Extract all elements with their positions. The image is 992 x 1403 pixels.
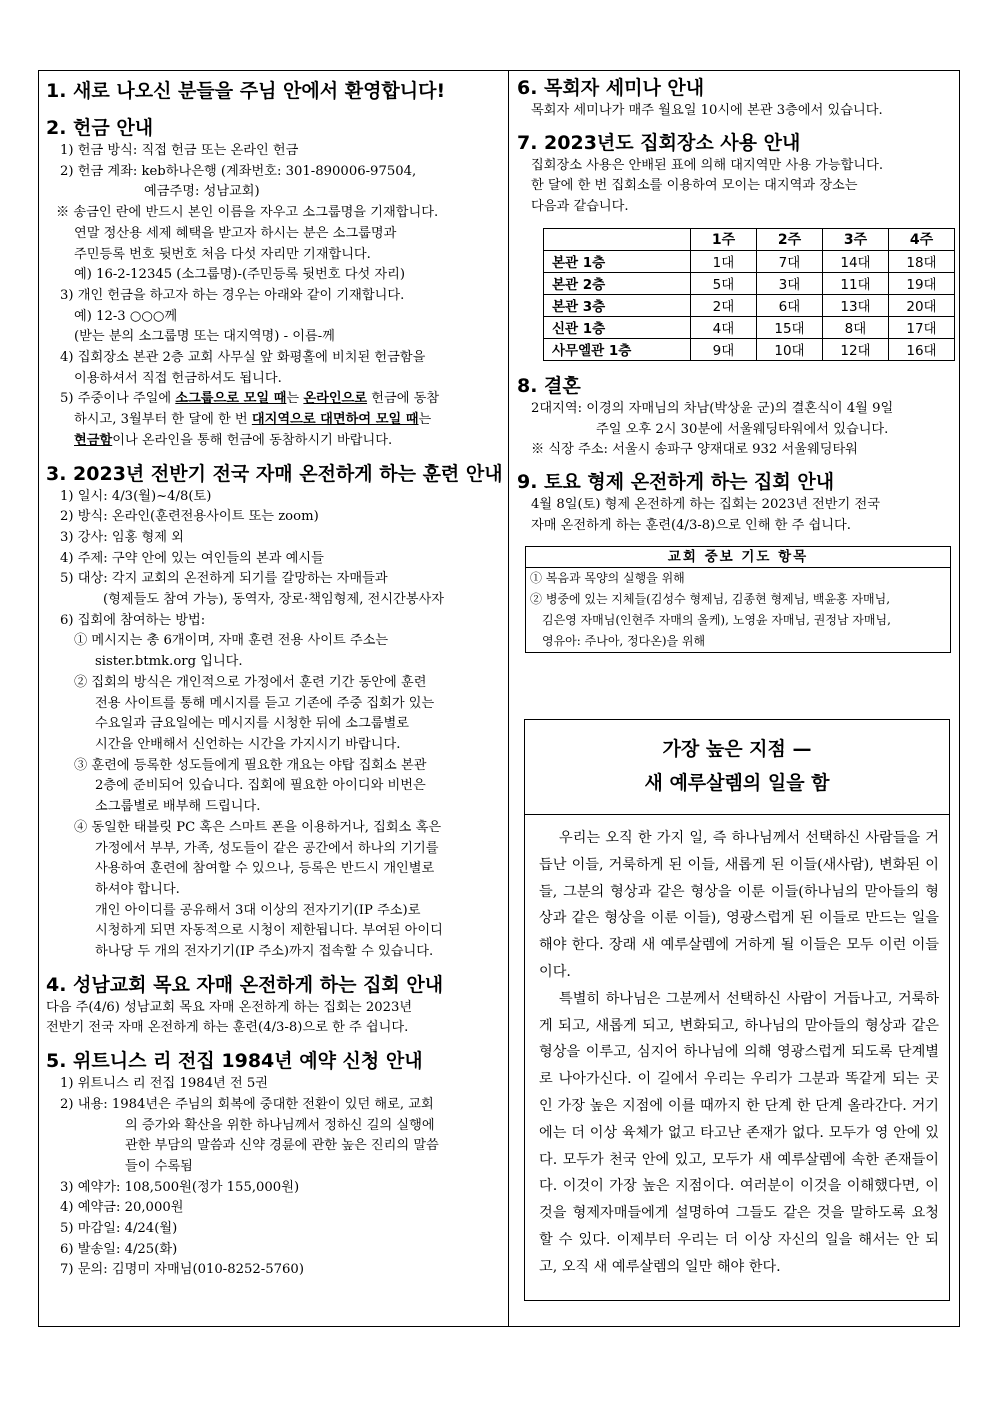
table-header-row <box>544 228 955 250</box>
table-cell: 10대 <box>757 338 823 360</box>
section-6-title: 6. 목회자 세미나 안내 <box>517 77 705 99</box>
text-run: 이나 온라인을 통해 헌금에 동참하시기 바랍니다. <box>112 432 393 448</box>
section-4-line: 다음 주(4/6) 성남교회 목요 자매 온전하게 하는 집회는 2023년 <box>46 999 413 1015</box>
table-cell: 11대 <box>823 272 889 294</box>
offering-line: 3) 개인 헌금을 하고자 하는 경우는 아래와 같이 기재합니다. <box>60 287 405 303</box>
offering-item-5 <box>46 389 502 410</box>
venue-schedule-table <box>543 228 955 361</box>
essay-body <box>525 815 949 1281</box>
training-line: 5) 대상: 각지 교회의 온전하게 되기를 갈망하는 자매들과 <box>60 571 388 587</box>
prayer-item: 영유아: 주나아, 정다온)을 위해 <box>542 634 706 649</box>
section-7-line: 집회장소 사용은 안배된 표에 의해 대지역만 사용 가능합니다. <box>531 157 884 173</box>
offering-item-5-cont <box>46 410 502 431</box>
offering-line: (받는 분의 소그룹명 또는 대지역명) - 이름-께 <box>74 329 335 345</box>
table-header-cell: 1주 <box>691 228 757 250</box>
book-line: 7) 문의: 김명미 자매님(010-8252-5760) <box>60 1262 304 1278</box>
table-cell: 6대 <box>757 294 823 316</box>
wedding-line: 2대지역: 이경의 자매님의 차남(박상윤 군)의 결혼식이 4월 9일 <box>531 400 894 416</box>
training-method: ② 집회의 방식은 개인적으로 가정에서 훈련 기간 동안에 훈련 <box>74 674 427 690</box>
prayer-item: 김은영 자매님(인현주 자매의 올케), 노영윤 자매님, 권정남 자매님, <box>542 613 891 628</box>
training-method: 소그룹별로 배부해 드립니다. <box>95 799 261 815</box>
table-corner-cell <box>544 228 691 250</box>
essay-box <box>524 719 950 1301</box>
training-method: ③ 훈련에 등록한 성도들에게 필요한 개요는 야탑 집회소 본관 <box>74 757 427 773</box>
offering-line: 4) 집회장소 본관 2층 교회 사무실 앞 화평홀에 비치된 헌금함을 <box>60 350 426 366</box>
training-method: 시간을 안배해서 신언하는 시간을 가지시기 바랍니다. <box>95 736 401 752</box>
table-row <box>544 250 955 272</box>
table-row-label: 본관 2층 <box>544 272 691 294</box>
table-row-label: 본관 3층 <box>544 294 691 316</box>
section-3 <box>46 461 502 963</box>
section-8 <box>517 373 957 461</box>
section-9 <box>517 469 957 536</box>
table-row <box>544 294 955 316</box>
column-divider <box>508 70 509 1327</box>
offering-note: 예) 16-2-12345 (소그룹명)-(주민등록 뒷번호 다섯 자리) <box>74 267 405 283</box>
section-7-title: 7. 2023년도 집회장소 사용 안내 <box>517 131 801 154</box>
table-cell: 5대 <box>691 272 757 294</box>
table-row <box>544 272 955 294</box>
training-method: ① 메시지는 총 6개이며, 자매 훈련 전용 사이트 주소는 <box>74 633 389 649</box>
book-line: 3) 예약가: 108,500원(정가 155,000원) <box>60 1179 300 1195</box>
offering-note: ※ 송금인 란에 반드시 본인 이름을 자우고 소그룹명을 기재합니다. <box>56 205 439 221</box>
table-header-cell: 2주 <box>757 228 823 250</box>
offering-line: 이용하셔서 직접 헌금하셔도 됩니다. <box>74 370 282 386</box>
table-cell: 16대 <box>889 338 955 360</box>
table-cell: 18대 <box>889 250 955 272</box>
training-method: 하셔야 합니다. <box>95 881 180 897</box>
offering-line: 2) 헌금 계좌: keb하나은행 (계좌번호: 301-890006-97504, <box>60 163 417 179</box>
book-line: 들이 수록됨 <box>125 1158 193 1174</box>
training-line: 1) 일시: 4/3(월)~4/8(토) <box>60 488 212 504</box>
training-method: 수요일과 금요일에는 메시지를 시청한 뒤에 소그룹별로 <box>95 716 409 732</box>
left-column <box>46 72 502 1281</box>
table-cell: 8대 <box>823 316 889 338</box>
section-7-line: 다음과 같습니다. <box>531 199 629 215</box>
book-line: 관한 부담의 말씀과 신약 경륜에 관한 높은 진리의 말씀 <box>125 1138 439 1154</box>
table-cell: 20대 <box>889 294 955 316</box>
essay-title <box>525 732 949 800</box>
offering-item-5-cont <box>46 431 502 452</box>
section-3-title: 3. 2023년 전반기 전국 자매 온전하게 하는 훈련 안내 <box>46 462 503 485</box>
prayer-item: ① 복음과 목양의 실행을 위해 <box>530 571 685 586</box>
table-header-cell: 3주 <box>823 228 889 250</box>
table-cell: 7대 <box>757 250 823 272</box>
table-cell: 1대 <box>691 250 757 272</box>
training-line: 3) 강사: 임홍 형제 외 <box>60 529 184 545</box>
table-cell: 15대 <box>757 316 823 338</box>
training-line: 2) 방식: 온라인(훈련전용사이트 또는 zoom) <box>60 509 319 525</box>
prayer-item: ② 병중에 있는 지체들(김성수 형제님, 김종현 형제님, 백윤홍 자매님, <box>530 592 891 607</box>
training-line: (형제들도 참여 가능), 동역자, 장로·책임형제, 전시간봉사자 <box>103 592 445 608</box>
book-line: 2) 내용: 1984년은 주님의 회복에 중대한 전환이 있던 해로, 교회 <box>60 1096 434 1112</box>
section-7-line: 한 달에 한 번 집회소를 이용하여 모이는 대지역과 장소는 <box>531 178 858 194</box>
text-run: 하시고, 3월부터 한 달에 한 번 <box>74 412 252 428</box>
book-line: 5) 마감일: 4/24(월) <box>60 1221 178 1237</box>
training-method: sister.btmk.org 입니다. <box>95 654 243 670</box>
book-line: 의 증가와 확산을 위한 하나님께서 정하신 길의 실행에 <box>125 1117 435 1133</box>
table-cell: 4대 <box>691 316 757 338</box>
offering-line: 예금주명: 성남교회) <box>144 184 260 200</box>
section-8-title: 8. 결혼 <box>517 374 581 397</box>
right-column <box>517 72 957 653</box>
section-1 <box>46 78 502 104</box>
prayer-box-title: 교회 중보 기도 항목 <box>526 547 950 568</box>
section-2 <box>46 115 502 452</box>
section-7 <box>517 130 957 361</box>
offering-line: 예) 12-3 ○○○께 <box>74 308 178 324</box>
section-4-line: 전반기 전국 자매 온전하게 하는 훈련(4/3-8)으로 한 주 쉽니다. <box>46 1020 409 1036</box>
emphasis-text: 온라인으로 <box>303 391 368 407</box>
table-row-label: 사무엘관 1층 <box>544 338 691 360</box>
section-9-title: 9. 토요 형제 온전하게 하는 집회 안내 <box>517 470 835 493</box>
text-run: 는 <box>286 391 304 407</box>
table-row-label: 신관 1층 <box>544 316 691 338</box>
training-method: 사용하여 훈련에 참여할 수 있으나, 등록은 반드시 개인별로 <box>95 861 435 877</box>
offering-note: 연말 정산용 세제 혜택을 받고자 하시는 분은 소그룹명과 <box>74 225 397 241</box>
text-run: 는 <box>418 412 432 428</box>
section-5-title: 5. 위트니스 리 전집 1984년 예약 신청 안내 <box>46 1050 423 1073</box>
table-cell: 2대 <box>691 294 757 316</box>
table-cell: 17대 <box>889 316 955 338</box>
essay-paragraph: 우리는 오직 한 가지 일, 즉 하나님께서 선택하신 사람들을 거듭난 이들, 거룩하게 된 이들, 새롭게 된 이들(새사람), 변화된 이들, 그분의 형상과 같은 형상을 이룬 이들(하나님의 맏아들의 형상과 같은 형상을 이룬 이들), 영광스럽게 된 이들로 만드는 일을 해야 한다. 장래 새 예루살렘에 거하게 될 이들은 모두 이런 이들이다. <box>539 830 939 980</box>
offering-note: 주민등록 번호 뒷번호 처음 다섯 자리만 기재합니다. <box>74 246 371 262</box>
essay-paragraph: 특별히 하나님은 그분께서 선택하신 사람이 거듭나고, 거룩하게 되고, 새롭게 되고, 변화되고, 하나님의 맏아들의 형상과 같은 형상을 이루고, 심지어 하나님에 의해 영광스럽게 되도록 단계별로 나아가신다. 이 길에서 우리는 우리가 그분과 똑같게 되는 곳인 가장 높은 지점에 이를 때까지 한 단계 한 단계 올라간다. 거기에는 더 이상 육체가 없고 타고난 존재가 없다. 모두가 영 안에 있다. 모두가 천국 안에 있고, 모두가 새 예루살렘에 속한 존재들이다. 이것이 가장 높은 지점이다. 여러분이 이것을 이해했다면, 이것을 형제자매들에게 설명하여 그들도 같은 것을 말하도록 요청할 수 있다. 이제부터 우리는 더 이상 자신의 일을 해서는 안 되고, 오직 새 예루살렘의 일만 해야 한다. <box>539 990 939 1275</box>
emphasis-text: 현금함 <box>74 432 113 448</box>
essay-title-line: 가장 높은 지점 — <box>662 738 812 760</box>
training-line: 4) 주제: 구약 안에 있는 여인들의 본과 예시들 <box>60 550 324 566</box>
book-line: 6) 발송일: 4/25(화) <box>60 1241 178 1257</box>
section-6-line: 목회자 세미나가 매주 월요일 10시에 본관 3층에서 있습니다. <box>531 103 883 118</box>
table-cell: 14대 <box>823 250 889 272</box>
table-cell: 19대 <box>889 272 955 294</box>
book-line: 1) 위트니스 리 전집 1984년 전 5권 <box>60 1076 269 1092</box>
emphasis-text: 대지역으로 대면하여 모일 때 <box>251 412 419 428</box>
table-cell: 3대 <box>757 272 823 294</box>
offering-line: 1) 헌금 방식: 직접 헌금 또는 온라인 헌금 <box>60 143 299 158</box>
table-cell: 12대 <box>823 338 889 360</box>
emphasis-text: 소그룹으로 모일 때 <box>175 391 287 407</box>
table-header-cell: 4주 <box>889 228 955 250</box>
table-row-label: 본관 1층 <box>544 250 691 272</box>
table-row <box>544 316 955 338</box>
section-5 <box>46 1048 502 1281</box>
table-cell: 9대 <box>691 338 757 360</box>
essay-title-line: 새 예루살렘의 일을 함 <box>644 772 830 794</box>
book-line: 4) 예약금: 20,000원 <box>60 1200 184 1216</box>
text-run: 5) 주중이나 주일에 <box>60 391 176 407</box>
training-method: 하나당 두 개의 전자기기(IP 주소)까지 접속할 수 있습니다. <box>95 944 434 960</box>
training-method: 전용 사이트를 통해 메시지를 듣고 기존에 주중 집회가 있는 <box>95 695 435 711</box>
section-4-title: 4. 성남교회 목요 자매 온전하게 하는 집회 안내 <box>46 973 444 996</box>
section-9-line: 자매 온전하게 하는 훈련(4/3-8)으로 인해 한 주 쉽니다. <box>531 517 851 533</box>
section-4 <box>46 972 502 1039</box>
table-cell: 13대 <box>823 294 889 316</box>
section-6 <box>517 75 957 122</box>
training-method: 가정에서 부부, 가족, 성도들이 같은 공간에서 하나의 기기를 <box>95 840 439 856</box>
section-1-title: 1. 새로 나오신 분들을 주님 안에서 환영합니다! <box>46 80 446 102</box>
section-2-title: 2. 헌금 안내 <box>46 117 154 139</box>
training-line: 6) 집회에 참여하는 방법: <box>60 612 206 628</box>
training-method: 개인 아이디를 공유해서 3대 이상의 전자기기(IP 주소)로 <box>95 902 421 918</box>
prayer-box <box>525 546 951 653</box>
text-run: 헌금에 동참 <box>367 391 440 407</box>
wedding-line: 주일 오후 2시 30분에 서울웨딩타워에서 있습니다. <box>596 421 889 437</box>
table-row <box>544 338 955 360</box>
training-method: 2층에 준비되어 있습니다. 집회에 필요한 아이디와 비번은 <box>95 778 426 794</box>
training-method: 시청하게 되면 자동적으로 시청이 제한됩니다. 부여된 아이디 <box>95 923 443 939</box>
training-method: ④ 동일한 태블릿 PC 혹은 스마트 폰을 이용하거나, 집회소 혹은 <box>74 819 442 835</box>
wedding-note: ※ 식장 주소: 서울시 송파구 양재대로 932 서울웨딩타워 <box>531 442 858 458</box>
section-9-line: 4월 8일(토) 형제 온전하게 하는 집회는 2023년 전반기 전국 <box>531 496 880 512</box>
